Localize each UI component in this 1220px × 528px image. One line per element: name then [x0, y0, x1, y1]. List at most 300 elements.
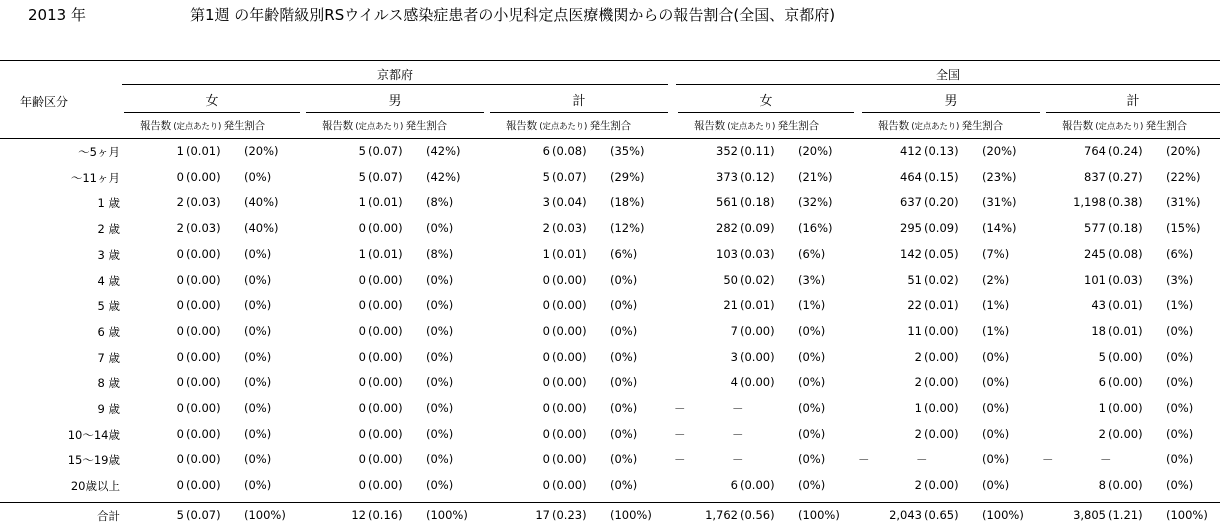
incidence-rate: (16%): [798, 221, 833, 236]
incidence-rate: (0%): [244, 478, 272, 493]
report-count: 0: [176, 478, 184, 493]
per-point-value: (0.00): [368, 478, 403, 493]
report-count: 0: [542, 323, 550, 338]
col-report-count: 報告数: [140, 120, 171, 132]
incidence-rate: (20%): [798, 144, 833, 158]
report-count: 2: [176, 221, 184, 236]
subgroup-header: 計: [572, 94, 586, 109]
report-count: 11: [907, 323, 922, 338]
per-point-value: (0.00): [186, 169, 221, 184]
incidence-rate: (35%): [610, 144, 645, 158]
incidence-rate: (100%): [1166, 508, 1208, 522]
report-count: 282: [716, 221, 738, 236]
incidence-rate: (0%): [982, 478, 1010, 493]
incidence-rate: (0%): [1166, 426, 1194, 441]
subgroup-header: 女: [205, 94, 219, 109]
dash-mark: －: [732, 453, 744, 468]
report-count: 0: [358, 272, 366, 287]
incidence-rate: (20%): [244, 144, 279, 158]
incidence-rate: (22%): [1166, 169, 1201, 184]
per-point-value: (0.09): [924, 221, 959, 236]
report-count: 0: [176, 323, 184, 338]
dash-mark: －: [1100, 453, 1112, 468]
per-point-value: (0.07): [368, 169, 403, 184]
incidence-rate: (100%): [982, 508, 1024, 522]
per-point-value: (0.01): [924, 298, 959, 313]
incidence-rate: (0%): [244, 169, 272, 184]
incidence-rate: (1%): [982, 298, 1010, 313]
report-count: 1: [542, 246, 550, 261]
report-count: 373: [716, 169, 738, 184]
incidence-rate: (7%): [982, 246, 1010, 261]
column-headers: [140, 118, 265, 133]
dash-mark: －: [674, 427, 686, 442]
incidence-rate: (40%): [244, 195, 279, 210]
col-incidence-rate: 発生割合: [961, 120, 1003, 132]
per-point-value: (0.00): [924, 375, 959, 390]
report-count: 6: [542, 144, 550, 158]
incidence-rate: (0%): [610, 401, 638, 415]
incidence-rate: (0%): [426, 375, 454, 390]
per-point-value: (0.00): [186, 478, 221, 493]
report-count: 0: [542, 298, 550, 313]
group-header: 全国: [935, 68, 961, 82]
per-point-value: (0.00): [186, 246, 221, 261]
report-count: 0: [358, 349, 366, 364]
report-count: 1,198: [1073, 195, 1106, 210]
per-point-value: (0.00): [368, 349, 403, 364]
year-label: 2013 年: [28, 6, 86, 24]
incidence-rate: (0%): [610, 478, 638, 493]
per-point-value: (0.00): [368, 375, 403, 390]
per-point-value: (0.07): [186, 508, 221, 522]
incidence-rate: (0%): [798, 349, 826, 364]
col-report-count: 報告数: [322, 120, 353, 132]
report-count: 43: [1091, 298, 1106, 313]
per-point-value: (0.00): [552, 426, 587, 441]
rule-group-kyoto: [122, 84, 668, 85]
per-point-value: (0.00): [552, 401, 587, 415]
incidence-rate: (0%): [426, 272, 454, 287]
age-label: 10～14歳: [67, 427, 120, 442]
incidence-rate: (0%): [1166, 375, 1194, 390]
incidence-rate: (0%): [1166, 323, 1194, 338]
incidence-rate: (1%): [1166, 298, 1194, 313]
incidence-rate: (31%): [982, 195, 1017, 210]
per-point-value: (0.12): [740, 169, 775, 184]
dash-mark: －: [732, 427, 744, 442]
incidence-rate: (0%): [610, 323, 638, 338]
per-point-value: (0.18): [740, 195, 775, 210]
per-point-value: (0.38): [1108, 195, 1143, 210]
column-headers: [878, 118, 1003, 133]
report-count: 0: [542, 375, 550, 390]
report-count: 6: [1098, 375, 1106, 390]
per-point-value: (0.00): [1108, 401, 1143, 415]
incidence-rate: (0%): [426, 478, 454, 493]
incidence-rate: (8%): [426, 246, 454, 261]
per-point-value: (0.16): [368, 508, 403, 522]
col-report-count: 報告数: [694, 120, 725, 132]
report-count: 0: [542, 272, 550, 287]
per-point-value: (0.00): [552, 323, 587, 338]
per-point-value: (0.00): [368, 452, 403, 467]
incidence-rate: (0%): [244, 246, 272, 261]
report-count: 764: [1084, 144, 1106, 158]
per-point-value: (0.00): [552, 298, 587, 313]
incidence-rate: (0%): [610, 272, 638, 287]
report-count: 295: [900, 221, 922, 236]
per-point-value: (0.00): [1108, 426, 1143, 441]
per-point-value: (0.15): [924, 169, 959, 184]
report-count: 837: [1084, 169, 1106, 184]
per-point-value: (0.24): [1108, 144, 1143, 158]
report-count: 1: [176, 144, 184, 158]
incidence-rate: (1%): [982, 323, 1010, 338]
per-point-value: (0.00): [924, 323, 959, 338]
report-count: 51: [907, 272, 922, 287]
col-per-point: (定点あたり): [352, 122, 406, 132]
report-count: 0: [358, 375, 366, 390]
report-count: 5: [358, 144, 366, 158]
report-count: 0: [176, 401, 184, 415]
report-count: 637: [900, 195, 922, 210]
incidence-rate: (0%): [982, 426, 1010, 441]
per-point-value: (0.01): [368, 246, 403, 261]
report-count: 0: [358, 478, 366, 493]
per-point-value: (0.00): [552, 375, 587, 390]
per-point-value: (0.03): [186, 221, 221, 236]
report-count: 352: [716, 144, 738, 158]
incidence-rate: (0%): [610, 452, 638, 467]
age-label: 9 歳: [97, 402, 120, 416]
incidence-rate: (0%): [244, 349, 272, 364]
per-point-value: (0.01): [1108, 323, 1143, 338]
report-count: 101: [1084, 272, 1106, 287]
report-count: 1: [358, 246, 366, 261]
rule-subgroup: [124, 112, 300, 113]
incidence-rate: (0%): [426, 221, 454, 236]
incidence-rate: (0%): [798, 452, 826, 467]
per-point-value: (0.01): [740, 298, 775, 313]
per-point-value: (0.00): [552, 272, 587, 287]
col-report-count: 報告数: [506, 120, 537, 132]
col-incidence-rate: 発生割合: [1145, 120, 1187, 132]
report-count: 142: [900, 246, 922, 261]
per-point-value: (0.00): [1108, 478, 1143, 493]
per-point-value: (0.00): [924, 478, 959, 493]
report-count: 0: [542, 401, 550, 415]
report-count: 412: [900, 144, 922, 158]
incidence-rate: (40%): [244, 221, 279, 236]
incidence-rate: (20%): [982, 144, 1017, 158]
per-point-value: (0.02): [740, 272, 775, 287]
per-point-value: (0.00): [740, 478, 775, 493]
report-count: 561: [716, 195, 738, 210]
incidence-rate: (0%): [610, 298, 638, 313]
per-point-value: (0.07): [368, 144, 403, 158]
report-count: 2: [914, 478, 922, 493]
col-per-point: (定点あたり): [170, 122, 224, 132]
incidence-rate: (0%): [244, 452, 272, 467]
per-point-value: (0.20): [924, 195, 959, 210]
page-title: 第1週 の年齢階級別RSウイルス感染症患者の小児科定点医療機関からの報告割合(全国、京都府): [190, 6, 836, 24]
per-point-value: (0.00): [368, 272, 403, 287]
report-count: 5: [176, 508, 184, 522]
incidence-rate: (0%): [982, 375, 1010, 390]
incidence-rate: (100%): [798, 508, 840, 522]
report-count: 0: [358, 221, 366, 236]
report-count: 0: [358, 426, 366, 441]
per-point-value: (0.00): [186, 272, 221, 287]
report-count: 0: [176, 426, 184, 441]
col-per-point: (定点あたり): [536, 122, 590, 132]
rule-total-top: [0, 502, 1220, 503]
per-point-value: (0.01): [368, 195, 403, 210]
per-point-value: (0.03): [1108, 272, 1143, 287]
incidence-rate: (0%): [798, 426, 826, 441]
incidence-rate: (0%): [1166, 478, 1194, 493]
col-incidence-rate: 発生割合: [405, 120, 447, 132]
dash-mark: －: [732, 402, 744, 416]
age-label: 6 歳: [97, 324, 120, 339]
age-label: 合計: [97, 509, 120, 523]
per-point-value: (0.18): [1108, 221, 1143, 236]
per-point-value: (0.00): [740, 375, 775, 390]
incidence-rate: (15%): [1166, 221, 1201, 236]
per-point-value: (0.00): [924, 349, 959, 364]
dash-mark: －: [674, 453, 686, 468]
subgroup-header: 女: [759, 94, 773, 109]
per-point-value: (0.00): [924, 401, 959, 415]
per-point-value: (0.02): [924, 272, 959, 287]
incidence-rate: (0%): [244, 323, 272, 338]
report-count: 0: [176, 272, 184, 287]
incidence-rate: (32%): [798, 195, 833, 210]
per-point-value: (0.00): [186, 349, 221, 364]
col-report-count: 報告数: [878, 120, 909, 132]
per-point-value: (0.08): [552, 144, 587, 158]
report-count: 5: [1098, 349, 1106, 364]
incidence-rate: (0%): [244, 426, 272, 441]
report-count: 2,043: [889, 508, 922, 522]
report-count: 2: [542, 221, 550, 236]
column-headers: [322, 118, 447, 133]
dash-mark: －: [858, 453, 870, 468]
incidence-rate: (0%): [426, 426, 454, 441]
per-point-value: (0.00): [368, 323, 403, 338]
per-point-value: (0.01): [552, 246, 587, 261]
age-label: 1 歳: [97, 196, 120, 211]
incidence-rate: (3%): [798, 272, 826, 287]
report-count: 0: [176, 375, 184, 390]
subgroup-header: 計: [1126, 94, 1140, 109]
incidence-rate: (6%): [798, 246, 826, 261]
report-count: 0: [358, 323, 366, 338]
per-point-value: (0.65): [924, 508, 959, 522]
incidence-rate: (0%): [244, 375, 272, 390]
age-label: 15～19歳: [67, 453, 120, 468]
age-label: 7 歳: [97, 350, 120, 365]
col-per-point: (定点あたり): [908, 122, 962, 132]
incidence-rate: (0%): [1166, 401, 1194, 415]
per-point-value: (0.00): [186, 452, 221, 467]
col-report-count: 報告数: [1062, 120, 1093, 132]
dash-mark: －: [916, 453, 928, 468]
report-count: 2: [176, 195, 184, 210]
per-point-value: (0.04): [552, 195, 587, 210]
rule-subgroup: [490, 112, 668, 113]
incidence-rate: (100%): [610, 508, 652, 522]
incidence-rate: (0%): [610, 375, 638, 390]
report-count: 464: [900, 169, 922, 184]
incidence-rate: (0%): [610, 349, 638, 364]
age-label: ～5ヶ月: [78, 145, 120, 159]
report-count: 0: [176, 349, 184, 364]
report-count: 0: [176, 246, 184, 261]
per-point-value: (0.00): [186, 323, 221, 338]
incidence-rate: (23%): [982, 169, 1017, 184]
incidence-rate: (0%): [426, 452, 454, 467]
incidence-rate: (6%): [1166, 246, 1194, 261]
per-point-value: (1.21): [1108, 508, 1143, 522]
report-count: 1: [1098, 401, 1106, 415]
report-count: 0: [358, 452, 366, 467]
report-count: 1: [358, 195, 366, 210]
incidence-rate: (0%): [1166, 349, 1194, 364]
per-point-value: (0.01): [186, 144, 221, 158]
incidence-rate: (0%): [426, 401, 454, 415]
report-count: 12: [351, 508, 366, 522]
per-point-value: (0.03): [552, 221, 587, 236]
per-point-value: (0.00): [186, 298, 221, 313]
per-point-value: (0.00): [740, 323, 775, 338]
per-point-value: (0.23): [552, 508, 587, 522]
incidence-rate: (2%): [982, 272, 1010, 287]
per-point-value: (0.00): [368, 221, 403, 236]
report-count: 0: [176, 169, 184, 184]
per-point-value: (0.03): [186, 195, 221, 210]
dash-mark: －: [1042, 453, 1054, 468]
incidence-rate: (1%): [798, 298, 826, 313]
per-point-value: (0.27): [1108, 169, 1143, 184]
col-incidence-rate: 発生割合: [223, 120, 265, 132]
col-per-point: (定点あたり): [724, 122, 778, 132]
incidence-rate: (12%): [610, 221, 645, 236]
per-point-value: (0.00): [552, 478, 587, 493]
rule-subgroup: [1046, 112, 1220, 113]
per-point-value: (0.00): [368, 401, 403, 415]
report-count: 3: [730, 349, 738, 364]
subgroup-header: 男: [388, 94, 402, 109]
report-count: 17: [535, 508, 550, 522]
report-count: 8: [1098, 478, 1106, 493]
per-point-value: (0.00): [552, 452, 587, 467]
report-count: 2: [914, 426, 922, 441]
incidence-rate: (3%): [1166, 272, 1194, 287]
incidence-rate: (0%): [610, 426, 638, 441]
per-point-value: (0.00): [552, 349, 587, 364]
subgroup-header: 男: [944, 94, 958, 109]
per-point-value: (0.00): [1108, 349, 1143, 364]
age-label: 5 歳: [97, 299, 120, 314]
report-count: 50: [723, 272, 738, 287]
report-count: 3,805: [1073, 508, 1106, 522]
report-count: 1: [914, 401, 922, 415]
per-point-value: (0.11): [740, 144, 775, 158]
per-point-value: (0.09): [740, 221, 775, 236]
incidence-rate: (0%): [982, 349, 1010, 364]
per-point-value: (0.00): [368, 298, 403, 313]
report-count: 0: [358, 298, 366, 313]
incidence-rate: (0%): [426, 349, 454, 364]
incidence-rate: (0%): [1166, 452, 1194, 467]
per-point-value: (0.01): [1108, 298, 1143, 313]
incidence-rate: (0%): [426, 298, 454, 313]
per-point-value: (0.00): [186, 401, 221, 415]
report-count: 7: [730, 323, 738, 338]
incidence-rate: (100%): [244, 508, 286, 522]
incidence-rate: (0%): [798, 375, 826, 390]
col-incidence-rate: 発生割合: [589, 120, 631, 132]
per-point-value: (0.00): [740, 349, 775, 364]
report-count: 18: [1091, 323, 1106, 338]
incidence-rate: (0%): [244, 401, 272, 415]
per-point-value: (0.00): [186, 375, 221, 390]
column-headers: [694, 118, 819, 133]
report-count: 577: [1084, 221, 1106, 236]
incidence-rate: (42%): [426, 144, 461, 158]
per-point-value: (0.00): [186, 426, 221, 441]
incidence-rate: (0%): [244, 298, 272, 313]
group-header: 京都府: [376, 68, 414, 82]
incidence-rate: (0%): [798, 401, 826, 415]
report-count: 5: [542, 169, 550, 184]
incidence-rate: (20%): [1166, 144, 1201, 158]
incidence-rate: (31%): [1166, 195, 1201, 210]
age-label: 20歳以上: [70, 479, 120, 494]
report-count: 0: [542, 452, 550, 467]
report-count: 0: [542, 426, 550, 441]
rule-top: [0, 60, 1220, 61]
incidence-rate: (29%): [610, 169, 645, 184]
rule-group-national: [676, 84, 1220, 85]
report-count: 2: [914, 349, 922, 364]
per-point-value: (0.13): [924, 144, 959, 158]
per-point-value: (0.00): [1108, 375, 1143, 390]
incidence-rate: (100%): [426, 508, 468, 522]
incidence-rate: (6%): [610, 246, 638, 261]
age-label: 8 歳: [97, 376, 120, 391]
age-label: 2 歳: [97, 222, 120, 237]
report-count: 0: [542, 478, 550, 493]
rule-header-bottom: [0, 138, 1220, 139]
report-count: 2: [1098, 426, 1106, 441]
column-headers: [506, 118, 631, 133]
age-column-header: 年齢区分: [20, 95, 69, 109]
report-count: 3: [542, 195, 550, 210]
incidence-rate: (0%): [982, 401, 1010, 415]
report-count: 245: [1084, 246, 1106, 261]
dash-mark: －: [674, 402, 686, 416]
incidence-rate: (21%): [798, 169, 833, 184]
age-label: ～11ヶ月: [70, 170, 120, 185]
per-point-value: (0.05): [924, 246, 959, 261]
report-count: 21: [723, 298, 738, 313]
per-point-value: (0.00): [924, 426, 959, 441]
report-count: 4: [730, 375, 738, 390]
report-count: 1,762: [705, 508, 738, 522]
